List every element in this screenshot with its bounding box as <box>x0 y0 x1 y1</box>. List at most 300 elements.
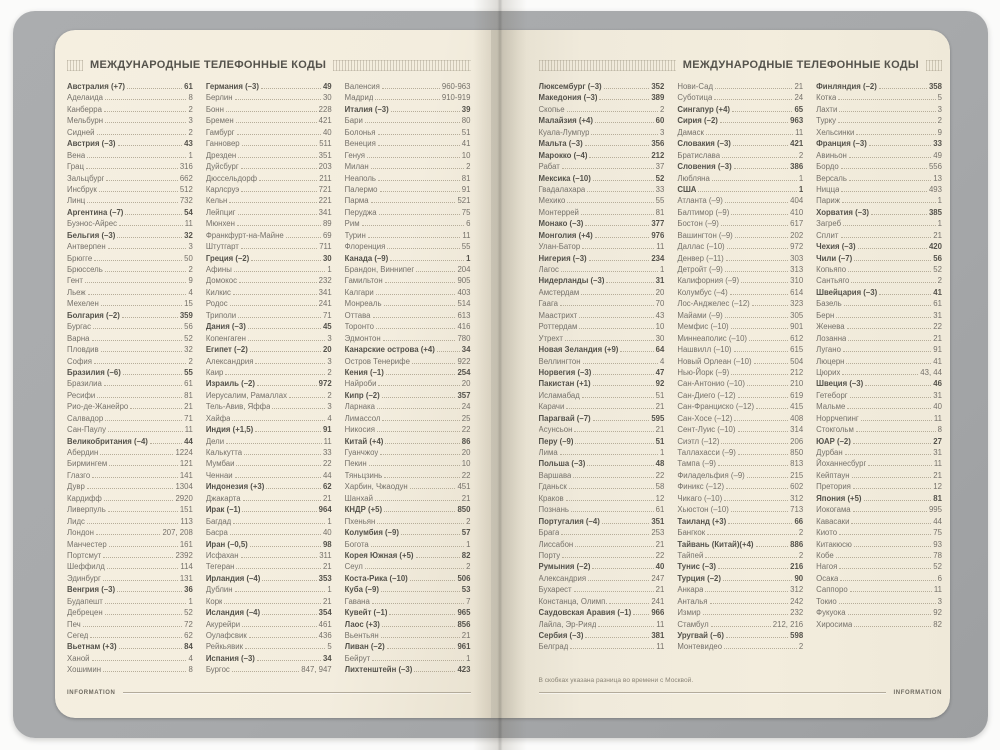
city-code-row <box>345 275 471 286</box>
phone-code: 62 <box>184 631 193 640</box>
city-code-row <box>539 447 665 458</box>
place-name: Австралия (+7) <box>67 82 126 91</box>
place-name: Мехелен <box>67 299 99 309</box>
place-name: Лагос <box>538 265 559 274</box>
dot-leader <box>842 374 918 375</box>
dot-leader <box>383 340 456 341</box>
city-code-row <box>345 653 471 664</box>
place-name: Остров Тенерифе <box>344 356 410 366</box>
place-name: Брюссель <box>67 265 103 274</box>
hatch-bar-icon <box>333 60 470 71</box>
place-name: Австрия (–3) <box>67 139 116 149</box>
place-name: Аделаида <box>67 93 103 103</box>
phone-code: 92 <box>933 608 942 618</box>
phone-code: 312 <box>790 585 804 595</box>
city-code-row <box>816 173 942 184</box>
dot-leader <box>117 591 182 592</box>
dot-leader <box>841 168 927 169</box>
footer-rule <box>539 692 886 694</box>
phone-code: 21 <box>655 585 665 595</box>
dot-leader <box>851 282 935 283</box>
city-code-row <box>816 115 942 126</box>
phone-code: 114 <box>180 562 193 572</box>
place-name: Домокос <box>205 276 237 286</box>
place-name: Женева <box>816 322 845 332</box>
dot-leader <box>375 99 439 100</box>
city-code-row <box>206 195 332 206</box>
place-name: Кобе <box>816 550 834 560</box>
dot-leader <box>105 122 186 123</box>
dot-leader <box>109 465 178 466</box>
phone-code: 75 <box>933 528 942 538</box>
country-code-row <box>539 458 665 469</box>
dot-leader <box>410 488 456 489</box>
phone-code: 52 <box>655 173 665 183</box>
country-code-row <box>206 653 332 664</box>
hatch-bar-icon <box>539 60 676 71</box>
phone-code: 27 <box>933 436 942 446</box>
place-name: Копьяпо <box>816 265 847 274</box>
city-code-row <box>67 470 193 481</box>
city-code-row <box>67 287 193 298</box>
phone-code: 1 <box>937 196 942 206</box>
place-name: Сплит <box>816 230 839 240</box>
dot-leader <box>561 271 658 272</box>
place-name: Версаль <box>816 173 847 183</box>
city-code-row <box>816 161 942 172</box>
dot-leader <box>105 614 182 615</box>
phone-code-column <box>67 81 193 676</box>
dot-leader <box>725 202 788 203</box>
dot-leader <box>238 157 316 158</box>
dot-leader <box>125 214 182 215</box>
place-name: Финляндия (–2) <box>816 82 877 91</box>
phone-code: 75 <box>461 207 471 217</box>
dot-leader <box>752 305 788 306</box>
place-name: Родос <box>205 299 228 309</box>
city-code-row <box>677 596 803 607</box>
phone-code: 922 <box>457 356 471 366</box>
dot-leader <box>117 237 182 238</box>
dot-leader <box>724 500 788 501</box>
place-name: Куба (–9) <box>344 585 379 595</box>
phone-code: 82 <box>461 550 471 560</box>
phone-code: 46 <box>933 379 942 389</box>
city-code-row <box>67 298 193 309</box>
city-code-row <box>67 573 193 584</box>
city-code-row <box>677 310 803 321</box>
place-name: Манчестер <box>67 539 107 549</box>
phone-code: 847, 947 <box>301 665 332 675</box>
phone-code: 2920 <box>175 493 193 503</box>
place-name: Кардифф <box>67 493 102 503</box>
city-code-row <box>677 401 803 412</box>
phone-code: 711 <box>319 242 332 252</box>
phone-code: 43 <box>184 139 193 149</box>
dot-leader <box>734 351 789 352</box>
phone-code: 20 <box>655 287 665 297</box>
dot-leader <box>585 145 650 146</box>
dot-leader <box>106 180 177 181</box>
place-name: Венеция <box>344 139 376 149</box>
place-name: Любляна <box>677 173 710 183</box>
city-code-row <box>677 367 803 378</box>
phone-code: 61 <box>655 505 665 515</box>
city-code-row <box>816 333 942 344</box>
city-code-row <box>816 516 942 527</box>
place-name: Нашвилл (–10) <box>677 345 732 355</box>
city-code-row <box>67 413 193 424</box>
dot-leader <box>381 591 460 592</box>
dot-leader <box>731 328 788 329</box>
city-code-row <box>206 104 332 115</box>
dot-leader <box>839 603 936 604</box>
dot-leader <box>103 557 173 558</box>
phone-code: 385 <box>928 207 942 217</box>
city-code-row <box>677 81 803 92</box>
dot-leader <box>101 351 182 352</box>
city-code-row <box>67 516 193 527</box>
city-code-row <box>816 596 942 607</box>
place-name: Кейптаун <box>816 470 850 480</box>
phone-code: 9 <box>937 127 942 137</box>
dot-leader <box>248 340 325 341</box>
country-code-row <box>539 92 665 103</box>
phone-code: 421 <box>318 116 332 126</box>
phone-code: 91 <box>322 425 332 435</box>
phone-code: 34 <box>322 653 332 663</box>
country-code-row <box>206 504 332 515</box>
phone-code: 21 <box>322 493 332 503</box>
place-name: Харбин, Чжаодун <box>344 482 408 492</box>
country-code-row <box>539 218 665 229</box>
city-code-row <box>816 539 942 550</box>
city-code-row <box>206 287 332 298</box>
phone-code: 232 <box>318 276 332 286</box>
city-code-row <box>345 115 471 126</box>
country-code-row <box>816 436 942 447</box>
place-name: Сеул <box>344 562 363 572</box>
phone-code: 2 <box>188 265 193 274</box>
phone-code: 421 <box>790 139 804 149</box>
phone-code: 4 <box>188 287 193 297</box>
dot-leader <box>92 660 187 661</box>
city-code-row <box>206 310 332 321</box>
dot-leader <box>107 568 179 569</box>
dot-leader <box>853 488 931 489</box>
city-code-row <box>539 127 665 138</box>
phone-code: 86 <box>461 436 471 446</box>
country-code-row <box>206 424 332 435</box>
place-name: Базель <box>816 299 842 309</box>
dot-leader <box>242 511 316 512</box>
dot-leader <box>257 385 317 386</box>
place-name: Чикаго (–10) <box>677 493 723 503</box>
phone-code: 995 <box>928 505 942 515</box>
phone-code: 598 <box>790 631 804 640</box>
place-name: Норрчепинг <box>816 413 859 423</box>
city-code-row <box>677 436 803 447</box>
dot-leader <box>849 157 931 158</box>
city-code-row <box>345 81 471 92</box>
dot-leader <box>734 168 788 169</box>
dot-leader <box>731 374 788 375</box>
phone-code: 49 <box>933 150 942 160</box>
place-name: Пхеньян <box>344 516 376 526</box>
place-name: Колумбус (–4) <box>677 287 728 297</box>
country-code-row <box>816 138 942 149</box>
dot-leader <box>581 294 653 295</box>
place-name: Сан-Антонио (–10) <box>677 379 745 389</box>
phone-code: 6 <box>937 573 942 583</box>
city-code-row <box>677 584 803 595</box>
phone-code: 613 <box>457 310 471 320</box>
dot-leader <box>575 546 653 547</box>
country-code-row <box>816 81 942 92</box>
city-code-row <box>206 470 332 481</box>
dot-leader <box>726 488 788 489</box>
phone-code: 212 <box>790 367 804 377</box>
dot-leader <box>582 397 654 398</box>
phone-code: 11 <box>795 127 804 137</box>
country-code-row <box>67 138 193 149</box>
phone-code: 39 <box>461 104 471 114</box>
place-name: Эдинбург <box>67 573 101 583</box>
phone-code: 512 <box>179 184 193 194</box>
city-code-row <box>816 413 942 424</box>
city-code-row <box>67 390 193 401</box>
phone-code: 314 <box>790 425 804 435</box>
country-code-row <box>539 607 665 618</box>
city-code-row <box>206 356 332 367</box>
phone-code: 2 <box>798 550 804 560</box>
phone-code: 4 <box>188 653 193 663</box>
city-code-row <box>816 390 942 401</box>
dot-leader <box>865 385 931 386</box>
place-name: Акурейри <box>205 619 241 629</box>
country-code-row <box>816 207 942 218</box>
place-name: Мехико <box>538 196 566 206</box>
city-code-row <box>816 619 942 630</box>
country-code-row <box>539 561 665 572</box>
dot-leader <box>593 385 654 386</box>
dot-leader <box>376 294 456 295</box>
phone-code: 3 <box>937 104 942 114</box>
phone-code: 11 <box>184 425 193 435</box>
place-name: Хьюстон (–10) <box>677 505 729 515</box>
phone-code: 408 <box>790 413 804 423</box>
place-name: Коста-Рика (–10) <box>344 573 408 583</box>
dot-leader <box>245 648 325 649</box>
phone-code: 41 <box>933 356 942 366</box>
country-code-row <box>816 241 942 252</box>
city-code-row <box>67 275 193 286</box>
country-code-row <box>206 481 332 492</box>
hatch-bar-icon <box>67 60 83 71</box>
dot-leader <box>868 465 932 466</box>
place-name: Брага <box>538 528 560 538</box>
city-code-row <box>539 493 665 504</box>
city-code-row <box>206 390 332 401</box>
right-page-footer <box>539 690 943 696</box>
phone-code: 351 <box>651 516 665 526</box>
phone-code: 972 <box>790 242 804 252</box>
dot-leader <box>103 580 178 581</box>
country-code-row <box>539 138 665 149</box>
place-name: Таиланд (+3) <box>677 516 727 526</box>
dot-leader <box>591 134 658 135</box>
place-name: Абердин <box>67 448 99 457</box>
phone-code: 58 <box>655 482 665 492</box>
city-code-row <box>67 653 193 664</box>
place-name: Триполи <box>205 310 237 320</box>
dot-leader <box>377 523 464 524</box>
country-code-row <box>206 378 332 389</box>
phone-code: 206 <box>790 436 804 446</box>
phone-code: 215 <box>790 470 804 480</box>
country-code-row <box>206 573 332 584</box>
phone-code: 247 <box>651 573 665 583</box>
phone-code: 20 <box>322 345 332 355</box>
place-name: Сидней <box>67 127 95 137</box>
phone-code: 850 <box>457 505 471 515</box>
place-name: Амстердам <box>538 287 580 297</box>
phone-code: 121 <box>179 459 193 469</box>
phone-code: 780 <box>457 333 471 343</box>
place-name: Тайпей <box>677 550 704 560</box>
dot-leader <box>592 568 653 569</box>
dot-leader <box>579 328 653 329</box>
place-name: Богота <box>344 539 369 549</box>
place-name: Рабат <box>538 162 560 172</box>
city-code-row <box>677 527 803 538</box>
city-code-row <box>677 321 803 332</box>
place-name: Брандон, Виннипег <box>344 265 415 274</box>
dot-leader <box>244 454 321 455</box>
city-code-row <box>677 550 803 561</box>
place-name: Афины <box>205 265 232 274</box>
phone-code: 2 <box>327 390 332 400</box>
dot-leader <box>853 511 927 512</box>
place-name: Тунис (–3) <box>677 562 717 572</box>
place-name: Ресифи <box>67 390 96 400</box>
dot-leader <box>387 248 459 249</box>
place-name: Денвер (–11) <box>677 253 724 263</box>
place-name: Глазго <box>67 470 91 480</box>
city-code-row <box>206 447 332 458</box>
place-name: Гвадалахара <box>538 184 586 194</box>
phone-code: 963 <box>790 116 804 126</box>
dot-leader <box>255 363 325 364</box>
country-code-row <box>677 573 803 584</box>
city-code-row <box>345 401 471 412</box>
dot-leader <box>579 317 653 318</box>
dot-leader <box>842 202 936 203</box>
city-code-row <box>816 150 942 161</box>
phone-code: 358 <box>928 82 942 91</box>
dot-leader <box>371 168 464 169</box>
place-name: Гамбург <box>205 127 235 137</box>
phone-code: 71 <box>322 310 332 320</box>
dot-leader <box>720 122 788 123</box>
city-code-row <box>677 287 803 298</box>
dot-leader <box>97 397 182 398</box>
place-name: Нагоя <box>816 562 838 572</box>
dot-leader <box>841 237 932 238</box>
place-name: Печ <box>67 619 81 629</box>
dot-leader <box>847 328 932 329</box>
city-code-row <box>345 230 471 241</box>
city-code-row <box>206 298 332 309</box>
dot-leader <box>723 580 793 581</box>
city-code-row <box>816 470 942 481</box>
country-code-row <box>345 573 471 584</box>
phone-code: 1 <box>188 596 193 606</box>
dot-leader <box>738 431 789 432</box>
country-code-row <box>206 253 332 264</box>
phone-code: 81 <box>655 207 665 217</box>
phone-code: 303 <box>790 253 804 263</box>
place-name: Тяньцзинь <box>344 470 383 480</box>
dot-leader <box>377 408 460 409</box>
place-name: Лахти <box>816 104 838 114</box>
dot-leader <box>92 477 178 478</box>
place-name: Монреаль <box>344 299 382 309</box>
dot-leader <box>391 111 460 112</box>
place-name: Александрия <box>538 573 587 583</box>
city-code-row <box>206 173 332 184</box>
phone-code: 2392 <box>175 550 193 560</box>
dot-leader <box>387 648 456 649</box>
phone-code: 2 <box>188 356 193 366</box>
place-name: Сербия (–3) <box>538 631 584 640</box>
dot-leader <box>262 614 317 615</box>
city-code-row <box>206 138 332 149</box>
phone-code: 254 <box>457 367 471 377</box>
place-name: Тель-Авив, Яффа <box>205 402 271 412</box>
phone-code: 8 <box>188 665 193 675</box>
dot-leader <box>235 591 326 592</box>
phone-code: 2 <box>798 150 804 160</box>
phone-code: 595 <box>651 413 665 423</box>
place-name: Кения (–1) <box>344 367 384 377</box>
phone-code: 313 <box>790 265 804 274</box>
place-name: Линц <box>67 196 86 206</box>
city-code-row <box>677 481 803 492</box>
city-code-row <box>539 161 665 172</box>
phone-code: 556 <box>928 162 942 172</box>
country-code-row <box>816 287 942 298</box>
place-name: Стамбул <box>677 619 709 629</box>
dot-leader <box>150 443 182 444</box>
place-name: Аргентина (–7) <box>67 207 124 217</box>
place-name: Израиль (–2) <box>205 379 255 389</box>
place-name: Дублин <box>205 585 233 595</box>
dot-leader <box>242 145 318 146</box>
city-code-row <box>67 173 193 184</box>
city-code-row <box>816 195 942 206</box>
city-code-row <box>206 641 332 652</box>
phone-code: 1 <box>798 173 804 183</box>
place-name: Суботица <box>677 93 713 103</box>
place-name: Братислава <box>677 150 721 160</box>
place-name: Констанца, Олимп. <box>538 596 608 606</box>
place-name: Рим <box>344 219 360 229</box>
dot-leader <box>562 557 653 558</box>
dot-leader <box>109 546 178 547</box>
place-name: США <box>677 184 697 194</box>
place-name: Милан <box>344 162 369 172</box>
